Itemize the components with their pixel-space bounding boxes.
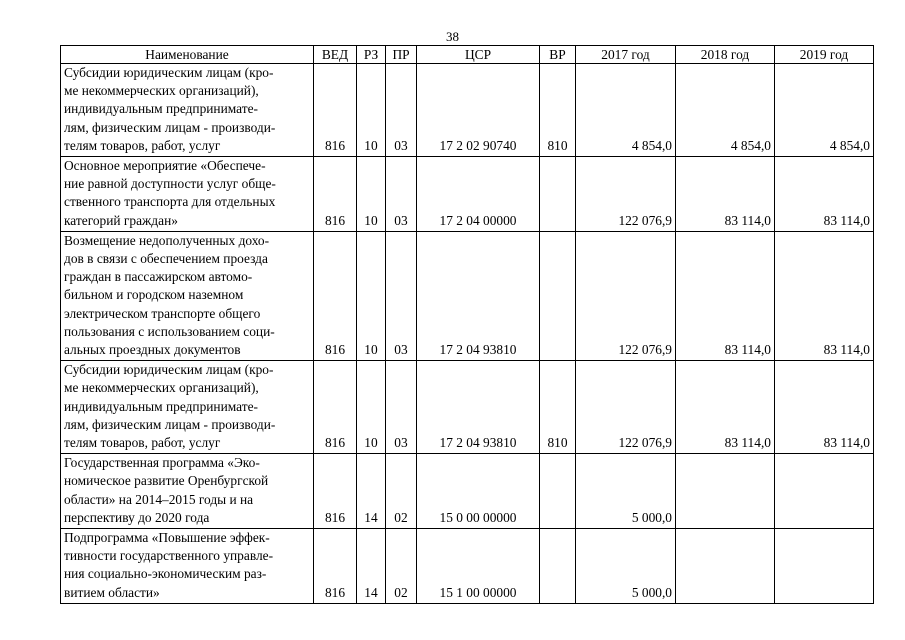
row-vr <box>540 157 576 232</box>
header-vr: ВР <box>540 46 576 64</box>
row-ved: 816 <box>314 64 357 157</box>
row-2017: 5 000,0 <box>576 454 676 529</box>
row-name: Государственная программа «Эко- номическое развитие Оренбургской области» на 2014–2015 годы и на перспективу до 2020 года <box>61 454 314 529</box>
header-ved: ВЕД <box>314 46 357 64</box>
row-pr: 03 <box>386 361 417 454</box>
row-ved: 816 <box>314 231 357 360</box>
row-2018: 83 114,0 <box>676 231 775 360</box>
row-vr <box>540 454 576 529</box>
row-rz: 10 <box>357 361 386 454</box>
row-ved: 816 <box>314 361 357 454</box>
row-pr: 02 <box>386 529 417 604</box>
row-ved: 816 <box>314 529 357 604</box>
row-2019 <box>775 454 874 529</box>
row-vr <box>540 529 576 604</box>
row-2017: 122 076,9 <box>576 231 676 360</box>
row-2019 <box>775 529 874 604</box>
header-2018: 2018 год <box>676 46 775 64</box>
table-row <box>61 529 874 604</box>
row-2018: 83 114,0 <box>676 361 775 454</box>
row-2019: 83 114,0 <box>775 231 874 360</box>
row-name: Субсидии юридическим лицам (кро- ме некоммерческих организаций), индивидуальным предпринимате- лям, физическим лицам - производи- телям товаров, работ, услуг <box>61 361 314 454</box>
row-name: Основное мероприятие «Обеспече- ние равной доступности услуг обще- ственного транспорта для отдельных категорий граждан» <box>61 157 314 232</box>
row-2017: 4 854,0 <box>576 64 676 157</box>
row-rz: 10 <box>357 157 386 232</box>
row-csr: 17 2 04 93810 <box>417 231 540 360</box>
row-name: Подпрограмма «Повышение эффек- тивности государственного управле- ния социально-экономическим раз- витием области» <box>61 529 314 604</box>
page-number: 38 <box>446 29 459 44</box>
row-vr: 810 <box>540 361 576 454</box>
row-rz: 10 <box>357 231 386 360</box>
row-csr: 15 1 00 00000 <box>417 529 540 604</box>
table-row <box>61 454 874 529</box>
row-name: Возмещение недополученных дохо- дов в связи с обеспечением проезда граждан в пассажирском автомо- бильном и городском наземном электрическом транспорте общего пользования с использованием соци- альных проездных документов <box>61 231 314 360</box>
row-pr: 02 <box>386 454 417 529</box>
row-2017: 122 076,9 <box>576 361 676 454</box>
row-pr: 03 <box>386 231 417 360</box>
row-pr: 03 <box>386 64 417 157</box>
row-2017: 5 000,0 <box>576 529 676 604</box>
row-2019: 4 854,0 <box>775 64 874 157</box>
row-2018 <box>676 454 775 529</box>
table-row <box>61 157 874 232</box>
row-vr <box>540 231 576 360</box>
row-csr: 15 0 00 00000 <box>417 454 540 529</box>
header-name: Наименование <box>61 46 314 64</box>
row-vr: 810 <box>540 64 576 157</box>
table-header-row <box>61 46 874 64</box>
row-csr: 17 2 04 93810 <box>417 361 540 454</box>
row-2017: 122 076,9 <box>576 157 676 232</box>
header-2019: 2019 год <box>775 46 874 64</box>
row-2019: 83 114,0 <box>775 361 874 454</box>
row-csr: 17 2 04 00000 <box>417 157 540 232</box>
budget-table <box>60 45 874 604</box>
table-row <box>61 231 874 360</box>
header-csr: ЦСР <box>417 46 540 64</box>
header-pr: ПР <box>386 46 417 64</box>
header-2017: 2017 год <box>576 46 676 64</box>
row-csr: 17 2 02 90740 <box>417 64 540 157</box>
row-rz: 14 <box>357 454 386 529</box>
table-row <box>61 64 874 157</box>
row-ved: 816 <box>314 157 357 232</box>
row-2018 <box>676 529 775 604</box>
row-2019: 83 114,0 <box>775 157 874 232</box>
header-rz: РЗ <box>357 46 386 64</box>
row-rz: 14 <box>357 529 386 604</box>
row-pr: 03 <box>386 157 417 232</box>
row-rz: 10 <box>357 64 386 157</box>
row-name: Субсидии юридическим лицам (кро- ме некоммерческих организаций), индивидуальным предпринимате- лям, физическим лицам - производи- телям товаров, работ, услуг <box>61 64 314 157</box>
table-row <box>61 361 874 454</box>
row-ved: 816 <box>314 454 357 529</box>
row-2018: 83 114,0 <box>676 157 775 232</box>
row-2018: 4 854,0 <box>676 64 775 157</box>
